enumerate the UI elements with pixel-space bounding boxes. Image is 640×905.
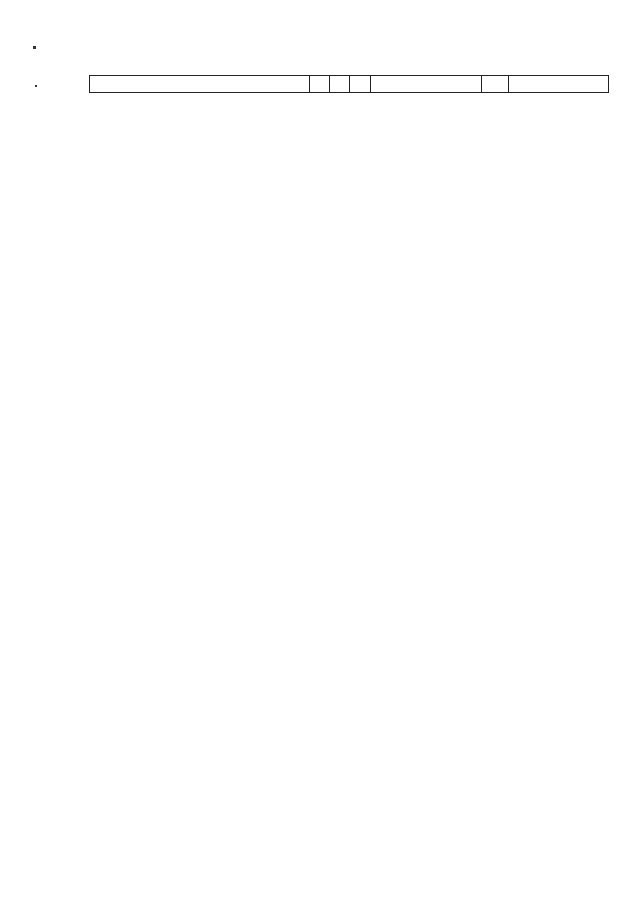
header-cell-3 (329, 76, 350, 92)
header-cell-5 (370, 76, 482, 92)
header-cell-2 (309, 76, 330, 92)
header-cell-6 (481, 76, 509, 92)
header-cell-1 (90, 76, 310, 92)
margin-mark (35, 85, 37, 87)
margin-mark (33, 46, 36, 49)
header-cell-7 (508, 76, 608, 92)
table-header (89, 75, 609, 93)
header-cell-4 (349, 76, 371, 92)
